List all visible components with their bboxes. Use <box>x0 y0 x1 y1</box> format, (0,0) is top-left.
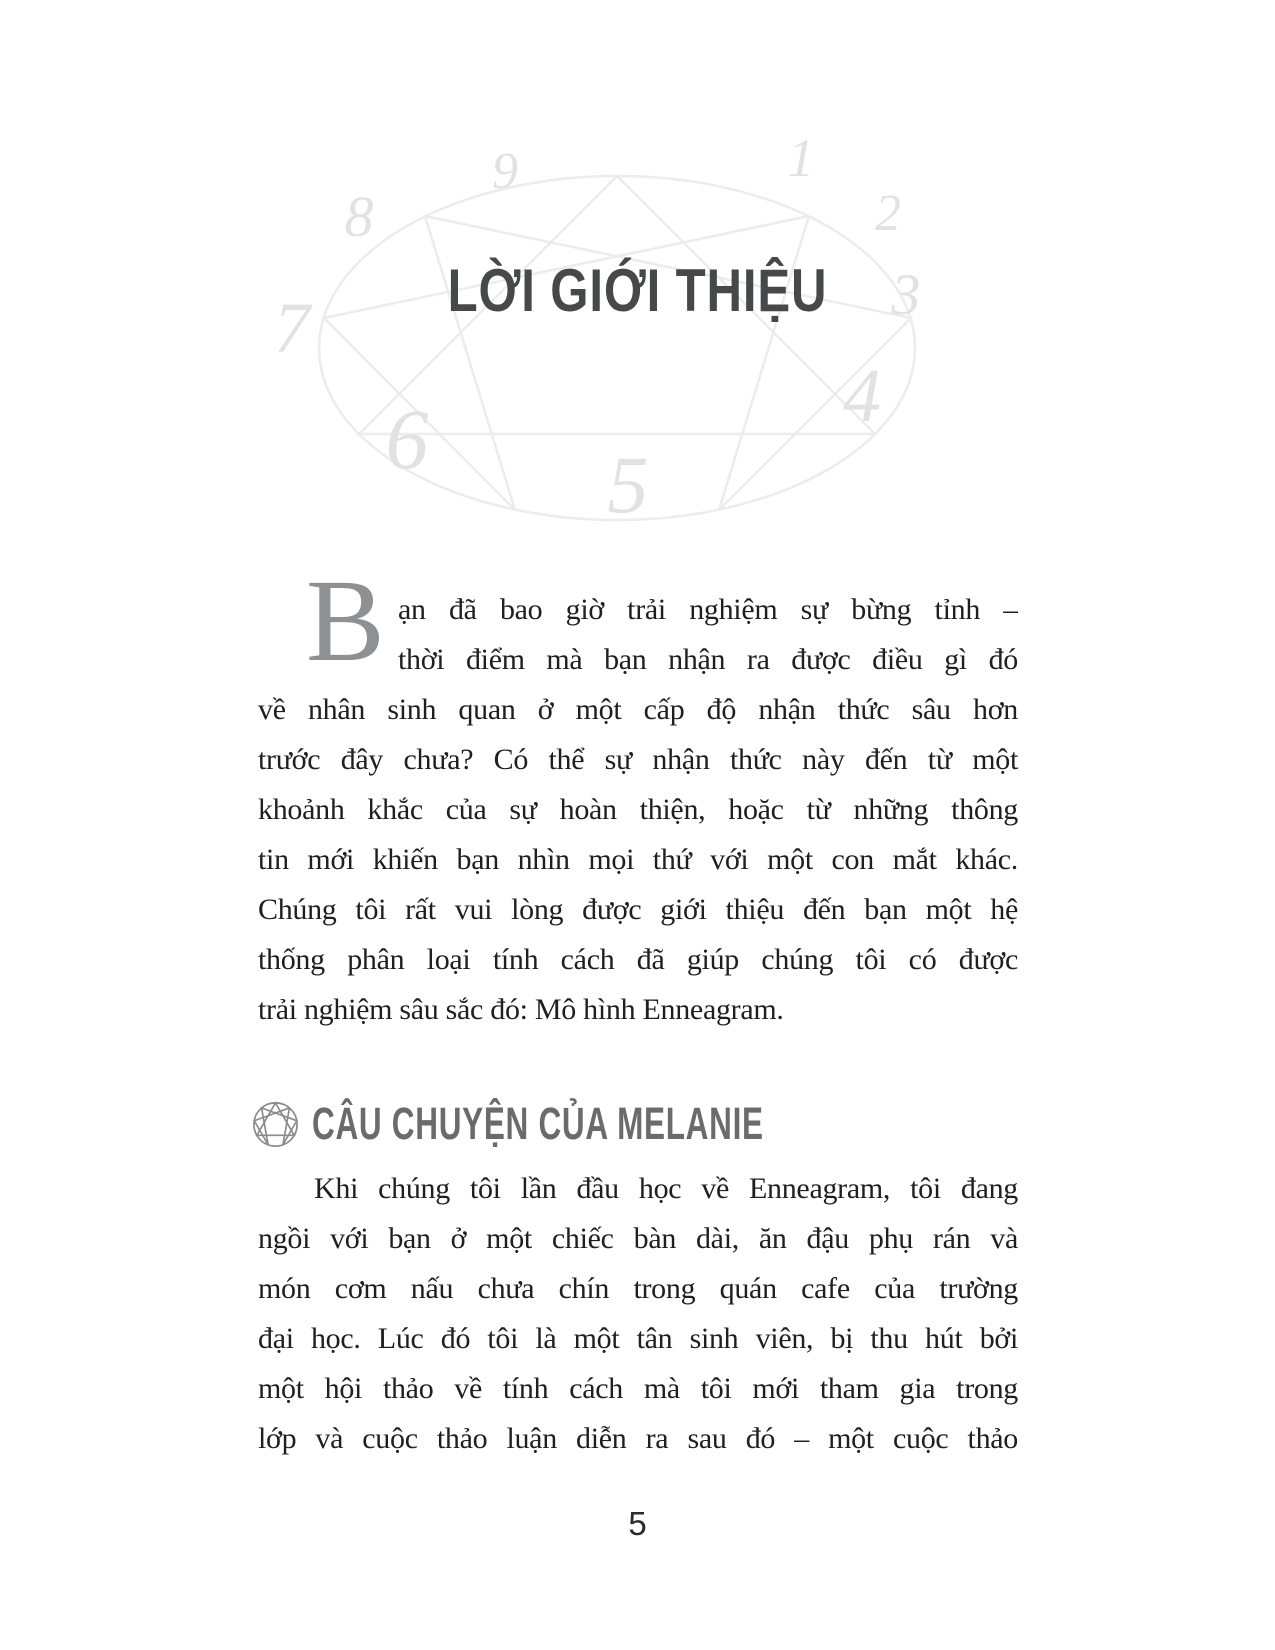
page-title: LỜI GIỚI THIỆU <box>447 257 828 324</box>
text-line: lớp và cuộc thảo luận diễn ra sau đó – một cuộc thảo <box>258 1422 1018 1455</box>
text-line: thống phân loại tính cách đã giúp chúng tôi có được <box>258 943 1018 976</box>
text-line: đại học. Lúc đó tôi là một tân sinh viên, bị thu hút bởi <box>258 1322 1018 1355</box>
intro-paragraph <box>258 585 1018 1035</box>
text-line: món cơm nấu chưa chín trong quán cafe của trường <box>258 1272 1018 1305</box>
text-line: trước đây chưa? Có thể sự nhận thức này đến từ một <box>258 743 1018 776</box>
story-paragraph <box>258 1164 1018 1464</box>
watermark-number-3: 3 <box>891 262 921 327</box>
watermark-number-5: 5 <box>607 439 649 530</box>
section-heading <box>252 1098 957 1150</box>
watermark-number-8: 8 <box>344 184 374 249</box>
text-line: ngồi với bạn ở một chiếc bàn dài, ăn đậu phụ rán và <box>258 1222 1018 1255</box>
text-line: khoảnh khắc của sự hoàn thiện, hoặc từ những thông <box>258 793 1018 826</box>
text-line: tin mới khiến bạn nhìn mọi thứ với một con mắt khác. <box>258 843 1018 876</box>
text-line: một hội thảo về tính cách mà tôi mới tham gia trong <box>258 1372 1018 1405</box>
text-line: về nhân sinh quan ở một cấp độ nhận thức sâu hơn <box>258 693 1018 726</box>
watermark-number-6: 6 <box>385 391 429 487</box>
page-number: 5 <box>628 1505 647 1542</box>
text-line: Khi chúng tôi lần đầu học về Enneagram, tôi đang <box>314 1172 1018 1205</box>
section-heading-label: CÂU CHUYỆN CỦA MELANIE <box>312 1098 764 1149</box>
text-line: thời điểm mà bạn nhận ra được điều gì đó <box>398 643 1018 676</box>
text-line: Chúng tôi rất vui lòng được giới thiệu đến bạn một hệ <box>258 893 1018 926</box>
watermark-number-7: 7 <box>274 288 310 368</box>
drop-cap-letter: B <box>306 555 385 686</box>
text-line: trải nghiệm sâu sắc đó: Mô hình Enneagram. <box>258 993 784 1026</box>
enneagram-icon <box>252 1101 299 1148</box>
watermark-number-9: 9 <box>492 143 518 200</box>
watermark-number-2: 2 <box>875 185 901 242</box>
watermark-number-1: 1 <box>787 128 815 188</box>
watermark-number-4: 4 <box>843 354 881 438</box>
text-line: ạn đã bao giờ trải nghiệm sự bừng tỉnh – <box>398 593 1018 626</box>
